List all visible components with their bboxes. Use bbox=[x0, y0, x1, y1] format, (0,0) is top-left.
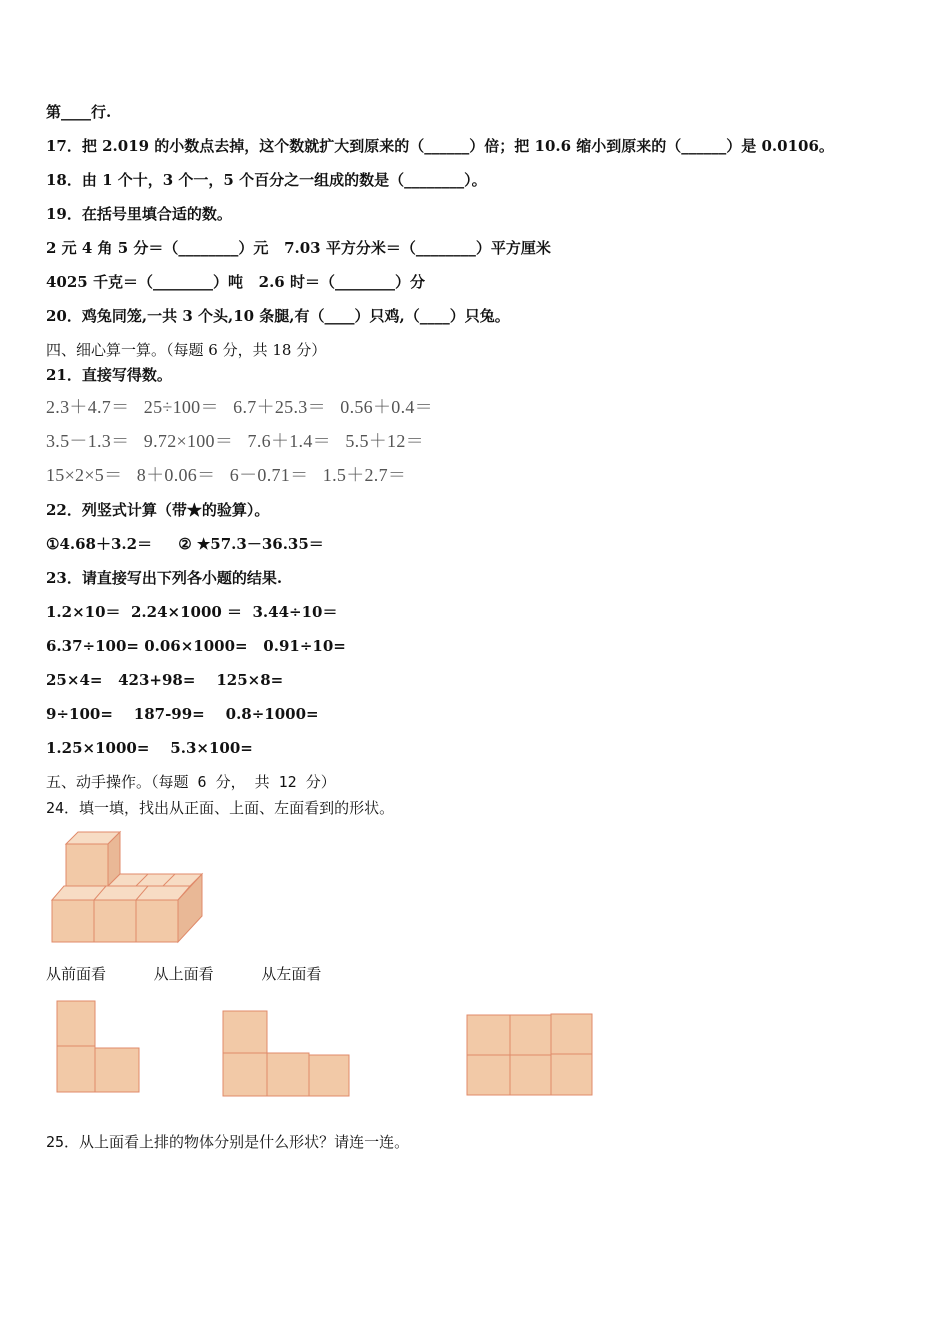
question-21-row-b: 3.5－1.3＝ 9.72×100＝ 7.6＋1.4＝ 5.5＋12＝ bbox=[46, 431, 424, 451]
left-view-figure bbox=[466, 1013, 594, 1097]
question-25: 25．从上面看上排的物体分别是什么形状？请连一连。 bbox=[46, 1133, 410, 1151]
question-21-row-a: 2.3＋4.7＝ 25÷100＝ 6.7＋25.3＝ 0.56＋0.4＝ bbox=[46, 397, 433, 417]
question-23: 23．请直接写出下列各小题的结果. bbox=[46, 569, 283, 587]
question-17: 17．把 2.019 的小数点去掉，这个数就扩大到原来的（______）倍；把 10.6 缩小到原来的（______）是 0.0106。 bbox=[46, 137, 834, 155]
question-19: 19．在括号里填合适的数。 bbox=[46, 205, 232, 223]
fill-line-row: 第____行. bbox=[46, 103, 112, 121]
question-23-row-b: 6.37÷100= 0.06×1000= 0.91÷10= bbox=[46, 637, 346, 655]
top-view-figure bbox=[222, 1010, 352, 1098]
cube-stack-figure bbox=[48, 830, 208, 945]
section-4-heading: 四、细心算一算。（每题 6 分，共 18 分） bbox=[46, 341, 327, 359]
question-23-row-c: 25×4= 423+98= 125×8= bbox=[46, 671, 284, 689]
front-view-figure bbox=[56, 1000, 142, 1094]
question-23-row-d: 9÷100= 187-99= 0.8÷1000= bbox=[46, 705, 319, 723]
view-labels: 从前面看 从上面看 从左面看 bbox=[46, 965, 322, 983]
question-19-line-b: 4025 千克＝（________）吨 2.6 时＝（________）分 bbox=[46, 273, 425, 291]
section-5-heading: 五、动手操作。（每题 6 分， 共 12 分） bbox=[46, 773, 336, 791]
question-23-row-e: 1.25×1000= 5.3×100= bbox=[46, 739, 253, 757]
question-23-row-a: 1.2×10＝ 2.24×1000 ＝ 3.44÷10＝ bbox=[46, 603, 338, 621]
question-18: 18．由 1 个十，3 个一，5 个百分之一组成的数是（________）。 bbox=[46, 171, 487, 189]
question-19-line-a: 2 元 4 角 5 分＝（________）元 7.03 平方分米＝（________）平方厘米 bbox=[46, 239, 551, 257]
question-21-row-c: 15×2×5＝ 8＋0.06＝ 6－0.71＝ 1.5＋2.7＝ bbox=[46, 465, 407, 485]
question-21: 21．直接写得数。 bbox=[46, 366, 172, 384]
question-22: 22．列竖式计算（带★的验算）。 bbox=[46, 501, 270, 519]
question-24: 24．填一填，找出从正面、上面、左面看到的形状。 bbox=[46, 799, 395, 817]
question-20: 20．鸡兔同笼,一共 3 个头,10 条腿,有（____）只鸡,（____）只兔。 bbox=[46, 307, 510, 325]
question-22-items: ①4.68＋3.2＝ ② ★57.3－36.35＝ bbox=[46, 535, 324, 553]
